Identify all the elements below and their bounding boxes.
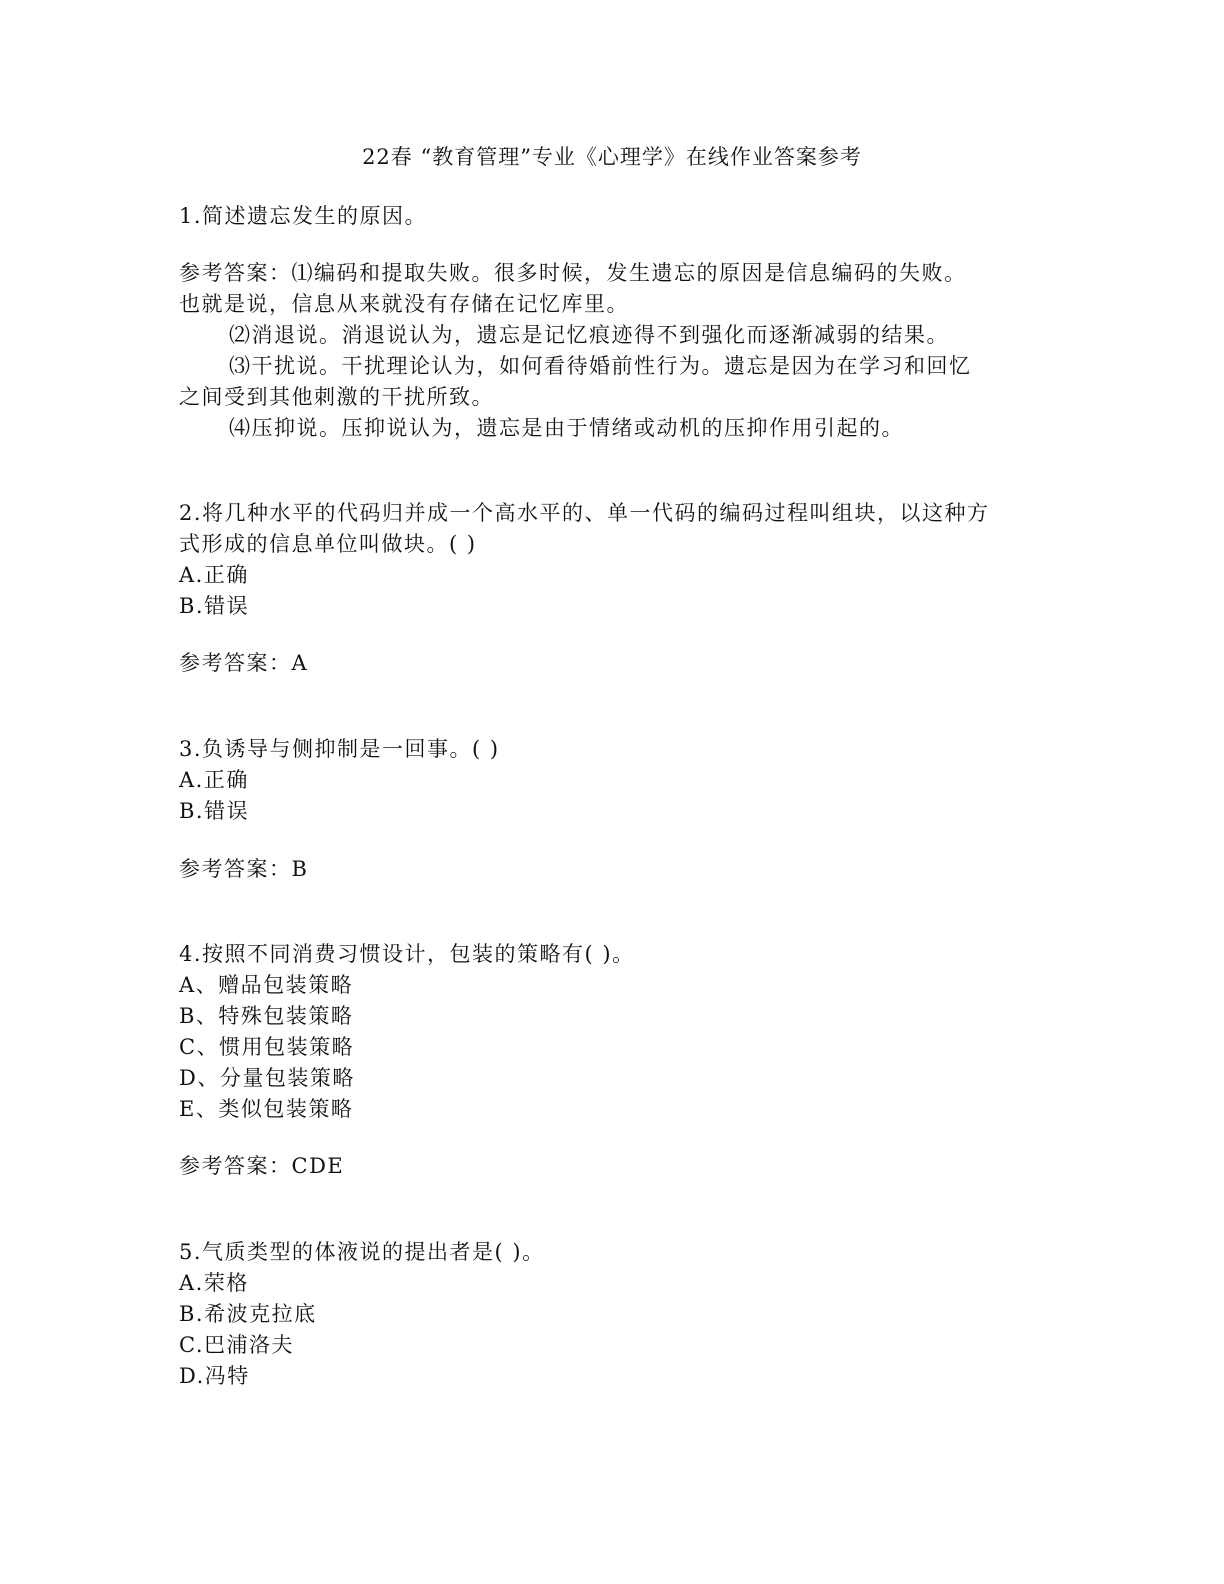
option-e: E、类似包装策略 <box>179 1097 354 1121</box>
answer-line: 之间受到其他刺激的干扰所致。 <box>179 385 494 409</box>
option-d: D、分量包装策略 <box>179 1066 355 1090</box>
option-c: C、惯用包装策略 <box>179 1035 355 1059</box>
answer-line: ⑵消退说。消退说认为，遗忘是记忆痕迹得不到强化而逐渐减弱的结果。 <box>229 323 949 347</box>
option-b: B.错误 <box>179 594 250 618</box>
option-b: B.错误 <box>179 799 250 823</box>
reference-answer: 参考答案：B <box>179 857 309 881</box>
reference-answer: 参考答案：A <box>179 651 309 675</box>
option-a: A.正确 <box>179 768 249 792</box>
option-d: D.冯特 <box>179 1364 250 1388</box>
option-b: B、特殊包装策略 <box>179 1004 354 1028</box>
option-c: C.巴浦洛夫 <box>179 1333 294 1357</box>
answer-line: ⑶干扰说。干扰理论认为，如何看待婚前性行为。遗忘是因为在学习和回忆 <box>229 354 972 378</box>
answer-line: 参考答案：⑴编码和提取失败。很多时候，发生遗忘的原因是信息编码的失败。 <box>179 261 967 285</box>
question-stem: 1.简述遗忘发生的原因。 <box>179 204 428 228</box>
option-a: A、赠品包装策略 <box>179 973 354 997</box>
answer-line: 也就是说，信息从来就没有存储在记忆库里。 <box>179 292 629 316</box>
question-stem: 式形成的信息单位叫做块。( ) <box>179 532 477 556</box>
option-b: B.希波克拉底 <box>179 1302 317 1326</box>
question-stem: 5.气质类型的体液说的提出者是( )。 <box>179 1240 545 1264</box>
question-stem: 4.按照不同消费习惯设计，包装的策略有( )。 <box>179 942 635 966</box>
answer-line: ⑷压抑说。压抑说认为，遗忘是由于情绪或动机的压抑作用引起的。 <box>229 416 904 440</box>
reference-answer: 参考答案：CDE <box>179 1154 345 1178</box>
page-title: 22春 “教育管理”专业《心理学》在线作业答案参考 <box>362 145 862 169</box>
option-a: A.正确 <box>179 563 249 587</box>
question-stem: 3.负诱导与侧抑制是一回事。( ) <box>179 737 500 761</box>
option-a: A.荣格 <box>179 1271 249 1295</box>
question-stem: 2.将几种水平的代码归并成一个高水平的、单一代码的编码过程叫组块，以这种方 <box>179 501 990 525</box>
